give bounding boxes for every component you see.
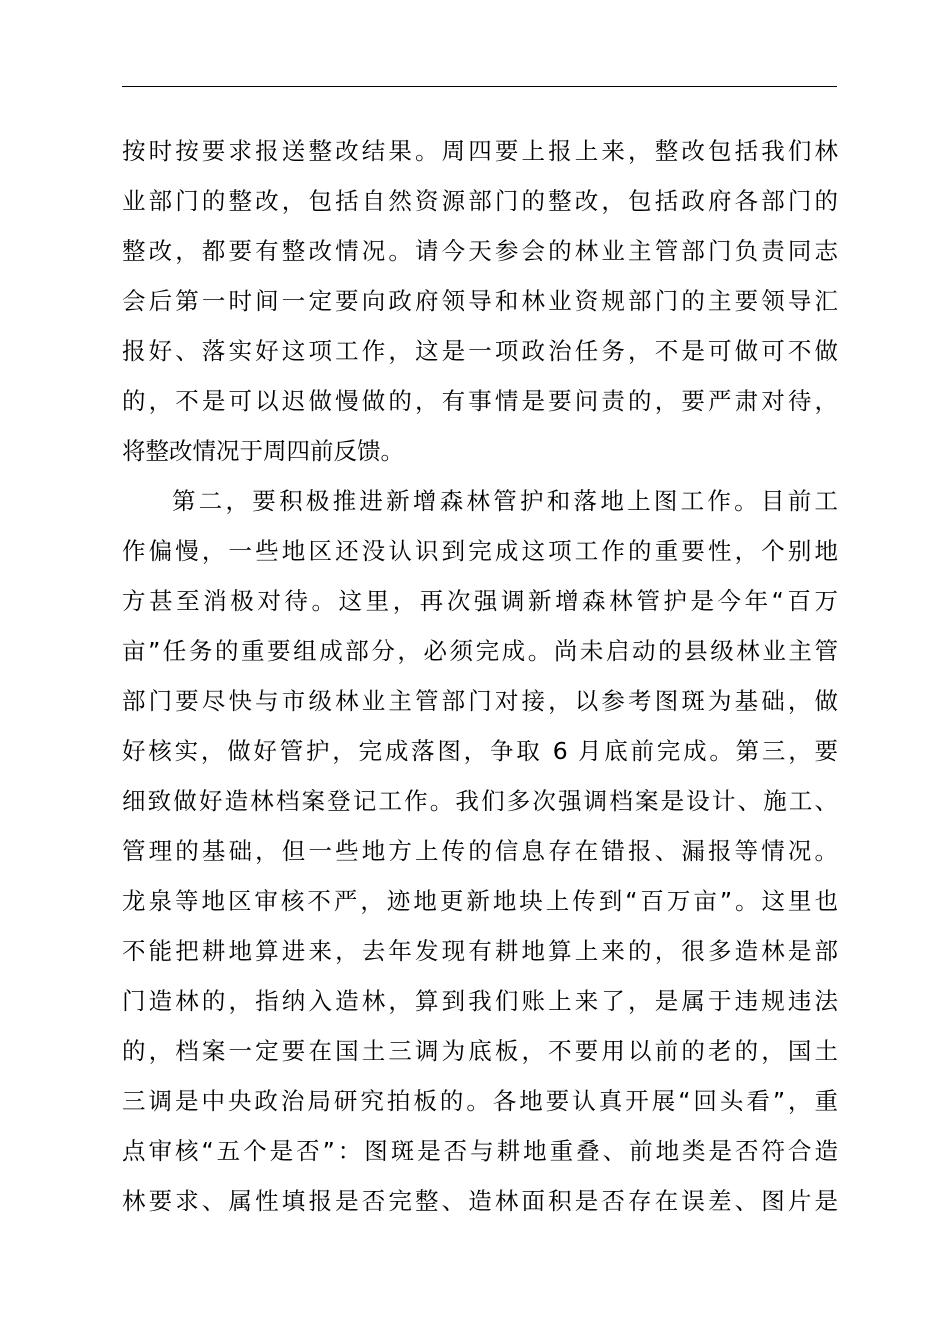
text-line: 好核实，做好管护，完成落图，争取 6 月底前完成。第三，要 (122, 737, 838, 765)
header-rule (122, 86, 837, 87)
text-line: 按时按要求报送整改结果。周四要上报上来，整改包括我们林 (122, 137, 838, 165)
text-line: 业部门的整改，包括自然资源部门的整改，包括政府各部门的 (122, 187, 838, 215)
text-line: 整改，都要有整改情况。请今天参会的林业主管部门负责同志 (122, 237, 838, 265)
text-line: 门造林的，指纳入造林，算到我们账上来了，是属于违规违法 (122, 987, 838, 1015)
text-line: 将整改情况于周四前反馈。 (122, 437, 404, 465)
text-line: 第二，要积极推进新增森林管护和落地上图工作。目前工 (172, 487, 838, 515)
text-line: 的，不是可以迟做慢做的，有事情是要问责的，要严肃对待， (122, 387, 838, 415)
text-line: 不能把耕地算进来，去年发现有耕地算上来的，很多造林是部 (122, 937, 838, 965)
text-line: 管理的基础，但一些地方上传的信息存在错报、漏报等情况。 (122, 837, 838, 865)
text-line: 林要求、属性填报是否完整、造林面积是否存在误差、图片是 (122, 1187, 838, 1215)
text-line: 报好、落实好这项工作，这是一项政治任务，不是可做可不做 (122, 337, 838, 365)
document-body (122, 126, 838, 1226)
text-line: 方甚至消极对待。这里，再次强调新增森林管护是今年“百万 (122, 587, 838, 615)
text-line: 的，档案一定要在国土三调为底板，不要用以前的老的，国土 (122, 1037, 838, 1065)
text-line: 部门要尽快与市级林业主管部门对接，以参考图斑为基础，做 (122, 687, 838, 715)
text-line: 会后第一时间一定要向政府领导和林业资规部门的主要领导汇 (122, 287, 838, 315)
text-line: 龙泉等地区审核不严，迹地更新地块上传到“百万亩”。这里也 (122, 887, 838, 915)
text-line: 点审核“五个是否”：图斑是否与耕地重叠、前地类是否符合造 (122, 1137, 838, 1165)
text-line: 细致做好造林档案登记工作。我们多次强调档案是设计、施工、 (122, 787, 838, 815)
text-line: 三调是中央政治局研究拍板的。各地要认真开展“回头看”，重 (122, 1087, 838, 1115)
text-line: 亩”任务的重要组成部分，必须完成。尚未启动的县级林业主管 (122, 637, 838, 665)
paragraph-1 (122, 126, 838, 476)
paragraph-2 (122, 476, 838, 1226)
text-line: 作偏慢，一些地区还没认识到完成这项工作的重要性，个别地 (122, 537, 838, 565)
